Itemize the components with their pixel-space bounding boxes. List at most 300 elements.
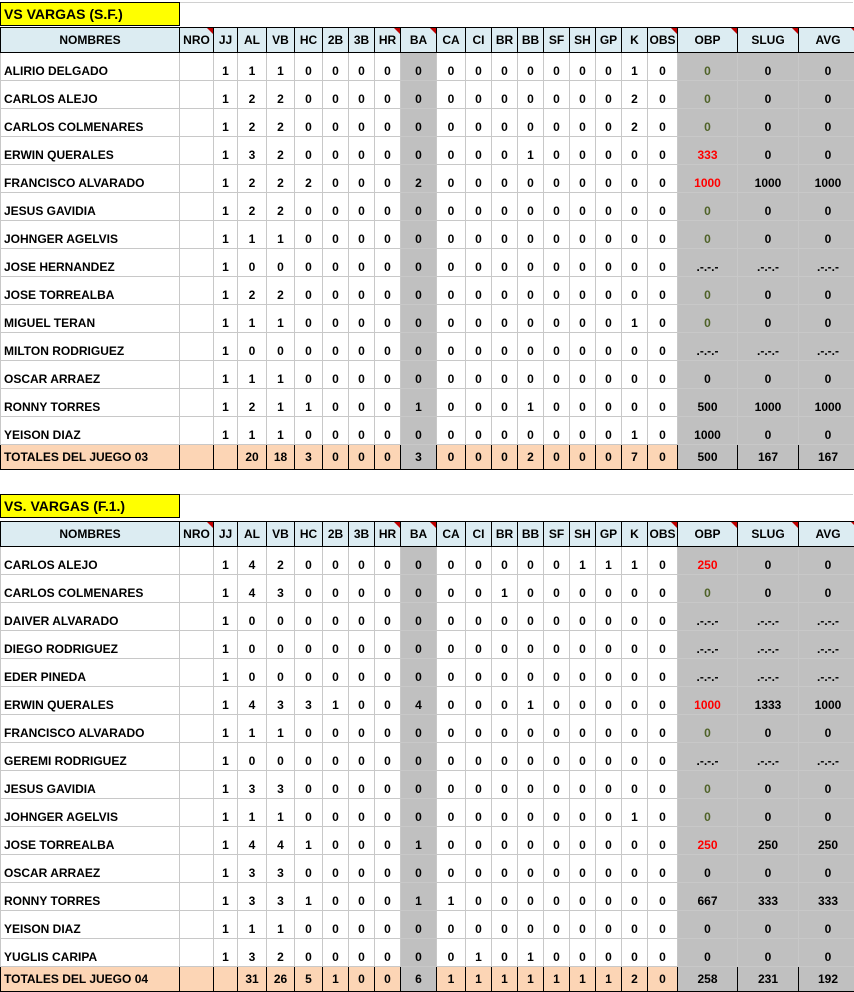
cell-obp: 667: [678, 883, 738, 911]
cell-bb: 0: [518, 743, 544, 771]
cell-2b: 0: [323, 911, 349, 939]
total-al: 31: [238, 967, 267, 992]
total-hc: 5: [295, 967, 323, 992]
cell-hc: 0: [295, 109, 323, 137]
cell-obp: 0: [678, 361, 738, 389]
cell-jj: 1: [214, 81, 238, 109]
cell-sh: 0: [570, 855, 596, 883]
cell-slug: 0: [738, 855, 799, 883]
cell-br: 0: [492, 417, 518, 445]
header-name: NOMBRES: [1, 28, 180, 53]
cell-sf: 0: [544, 53, 570, 81]
cell-3b: 0: [349, 659, 375, 687]
cell-ba: 0: [401, 249, 437, 277]
cell-obs: 0: [648, 799, 678, 827]
header-3b: 3B: [349, 522, 375, 547]
cell-obs: 0: [648, 305, 678, 333]
cell-2b: 0: [323, 193, 349, 221]
cell-ba: 0: [401, 743, 437, 771]
cell-br: 0: [492, 883, 518, 911]
totals-label: TOTALES DEL JUEGO 04: [1, 967, 180, 992]
cell-avg: 0: [799, 193, 854, 221]
cell-obs: 0: [648, 771, 678, 799]
table-row: [1, 603, 854, 631]
header-slug: SLUG: [738, 522, 799, 547]
cell-sh: 0: [570, 53, 596, 81]
cell-avg: 0: [799, 277, 854, 305]
cell-jj: 1: [214, 799, 238, 827]
cell-2b: 0: [323, 249, 349, 277]
cell-ba: 0: [401, 53, 437, 81]
cell-obp: 0: [678, 221, 738, 249]
cell-jj: 1: [214, 109, 238, 137]
cell-k: 0: [622, 603, 648, 631]
cell-br: 0: [492, 659, 518, 687]
cell-jj: 1: [214, 855, 238, 883]
cell-vb: 2: [267, 193, 295, 221]
cell-3b: 0: [349, 277, 375, 305]
player-name: JOSE TORREALBA: [1, 277, 180, 305]
cell-k: 0: [622, 911, 648, 939]
cell-al: 2: [238, 109, 267, 137]
cell-hc: 0: [295, 221, 323, 249]
table-row: [1, 389, 854, 417]
cell-gp: 0: [596, 361, 622, 389]
table-row: [1, 361, 854, 389]
cell-jj: 1: [214, 249, 238, 277]
cell-sh: 0: [570, 827, 596, 855]
cell-k: 0: [622, 333, 648, 361]
cell-vb: 2: [267, 939, 295, 967]
cell-jj: 1: [214, 389, 238, 417]
cell-br: 0: [492, 221, 518, 249]
cell-ci: 0: [466, 305, 492, 333]
cell-obp: 0: [678, 939, 738, 967]
header-vb: VB: [267, 522, 295, 547]
stats-table-sf: [0, 27, 854, 470]
cell-ca: 0: [437, 305, 466, 333]
cell-obs: 0: [648, 911, 678, 939]
total-sh: 0: [570, 445, 596, 470]
cell-bb: 0: [518, 603, 544, 631]
cell-3b: 0: [349, 771, 375, 799]
cell-hr: 0: [375, 53, 401, 81]
cell-vb: 2: [267, 81, 295, 109]
cell-sf: 0: [544, 939, 570, 967]
cell-al: 1: [238, 305, 267, 333]
cell-obp: 0: [678, 575, 738, 603]
cell-gp: 0: [596, 715, 622, 743]
cell-avg: 0: [799, 109, 854, 137]
cell-ba: 2: [401, 165, 437, 193]
cell-obp: .-.-.-: [678, 603, 738, 631]
table-row: [1, 193, 854, 221]
cell-3b: 0: [349, 109, 375, 137]
cell-vb: 4: [267, 827, 295, 855]
cell-obp: 0: [678, 277, 738, 305]
cell-ba: 1: [401, 827, 437, 855]
header-ca: CA: [437, 522, 466, 547]
cell-sh: 0: [570, 193, 596, 221]
cell-sh: 0: [570, 715, 596, 743]
cell-hc: 1: [295, 389, 323, 417]
cell-al: 3: [238, 939, 267, 967]
player-name: FRANCISCO ALVARADO: [1, 165, 180, 193]
cell-nro: [180, 939, 214, 967]
cell-2b: 0: [323, 799, 349, 827]
cell-ba: 0: [401, 799, 437, 827]
cell-sf: 0: [544, 659, 570, 687]
totals-row: [1, 445, 854, 470]
cell-jj: 1: [214, 417, 238, 445]
cell-hc: 0: [295, 305, 323, 333]
cell-bb: 0: [518, 165, 544, 193]
cell-hc: 0: [295, 249, 323, 277]
player-name: ALIRIO DELGADO: [1, 53, 180, 81]
cell-hc: 0: [295, 603, 323, 631]
cell-sh: 0: [570, 165, 596, 193]
cell-slug: 0: [738, 305, 799, 333]
cell-hc: 0: [295, 799, 323, 827]
cell-k: 0: [622, 165, 648, 193]
cell-slug: 0: [738, 417, 799, 445]
cell-sf: 0: [544, 109, 570, 137]
cell-al: 0: [238, 631, 267, 659]
cell-nro: [180, 771, 214, 799]
cell-al: 0: [238, 333, 267, 361]
cell-ci: 0: [466, 743, 492, 771]
cell-ba: 0: [401, 603, 437, 631]
cell-br: 0: [492, 603, 518, 631]
cell-3b: 0: [349, 799, 375, 827]
cell-gp: 0: [596, 277, 622, 305]
cell-jj: 1: [214, 603, 238, 631]
cell-nro: [180, 659, 214, 687]
cell-3b: 0: [349, 855, 375, 883]
header-ci: CI: [466, 28, 492, 53]
cell-slug: .-.-.-: [738, 743, 799, 771]
cell-sh: 0: [570, 221, 596, 249]
cell-k: 0: [622, 687, 648, 715]
cell-br: 0: [492, 389, 518, 417]
cell-ci: 0: [466, 575, 492, 603]
table-row: [1, 799, 854, 827]
cell-br: 0: [492, 939, 518, 967]
total-bb: 2: [518, 445, 544, 470]
cell-gp: 0: [596, 53, 622, 81]
player-name: JOHNGER AGELVIS: [1, 799, 180, 827]
cell-slug: 0: [738, 53, 799, 81]
cell-2b: 0: [323, 603, 349, 631]
cell-nro: [180, 883, 214, 911]
cell-ba: 0: [401, 417, 437, 445]
cell-ca: 0: [437, 715, 466, 743]
header-br: BR: [492, 522, 518, 547]
cell-3b: 0: [349, 193, 375, 221]
cell-3b: 0: [349, 827, 375, 855]
cell-hc: 0: [295, 417, 323, 445]
cell-avg: 0: [799, 575, 854, 603]
cell-hr: 0: [375, 799, 401, 827]
cell-br: 0: [492, 165, 518, 193]
cell-ci: 0: [466, 221, 492, 249]
cell-sh: 0: [570, 799, 596, 827]
cell-avg: 0: [799, 799, 854, 827]
cell-br: 0: [492, 109, 518, 137]
cell-nro: [180, 137, 214, 165]
cell-vb: 2: [267, 165, 295, 193]
header-hc: HC: [295, 28, 323, 53]
table-row: [1, 81, 854, 109]
cell-hr: 0: [375, 81, 401, 109]
cell-gp: 0: [596, 659, 622, 687]
cell-vb: 1: [267, 417, 295, 445]
cell-ci: 0: [466, 109, 492, 137]
cell-2b: 0: [323, 221, 349, 249]
cell-sf: 0: [544, 603, 570, 631]
cell-nro: [180, 389, 214, 417]
cell-3b: 0: [349, 939, 375, 967]
cell-k: 0: [622, 827, 648, 855]
cell-nro: [180, 249, 214, 277]
cell-gp: 0: [596, 743, 622, 771]
cell-slug: 1333: [738, 687, 799, 715]
cell-jj: 1: [214, 193, 238, 221]
cell-obs: 0: [648, 221, 678, 249]
cell-br: 0: [492, 799, 518, 827]
cell-2b: 0: [323, 81, 349, 109]
cell-obp: 0: [678, 799, 738, 827]
header-obs: OBS: [648, 522, 678, 547]
cell-2b: 0: [323, 109, 349, 137]
cell-nro: [180, 333, 214, 361]
table-row: [1, 165, 854, 193]
cell-br: 0: [492, 715, 518, 743]
cell-slug: 0: [738, 715, 799, 743]
cell-ba: 0: [401, 659, 437, 687]
cell-obp: 250: [678, 547, 738, 575]
cell-ca: 0: [437, 771, 466, 799]
player-name: JOSE TORREALBA: [1, 827, 180, 855]
cell-vb: 0: [267, 631, 295, 659]
total-3b: 0: [349, 445, 375, 470]
cell-avg: 0: [799, 361, 854, 389]
cell-vb: 3: [267, 855, 295, 883]
cell-ba: 0: [401, 631, 437, 659]
cell-al: 3: [238, 771, 267, 799]
player-name: JOSE HERNANDEZ: [1, 249, 180, 277]
cell-jj: 1: [214, 165, 238, 193]
header-obp: OBP: [678, 28, 738, 53]
cell-avg: .-.-.-: [799, 631, 854, 659]
cell-sf: 0: [544, 715, 570, 743]
cell-avg: 0: [799, 305, 854, 333]
cell-hr: 0: [375, 771, 401, 799]
table-row: [1, 883, 854, 911]
total-ca: 0: [437, 445, 466, 470]
cell-slug: 250: [738, 827, 799, 855]
header-sh: SH: [570, 522, 596, 547]
cell-gp: 0: [596, 81, 622, 109]
table-row: [1, 575, 854, 603]
cell-ca: 0: [437, 81, 466, 109]
cell-slug: 0: [738, 361, 799, 389]
total-bb: 1: [518, 967, 544, 992]
cell-sf: 0: [544, 389, 570, 417]
cell-al: 3: [238, 883, 267, 911]
cell-bb: 0: [518, 249, 544, 277]
cell-3b: 0: [349, 361, 375, 389]
cell-slug: 0: [738, 911, 799, 939]
cell-slug: 1000: [738, 165, 799, 193]
cell-ca: 0: [437, 827, 466, 855]
header-jj: JJ: [214, 28, 238, 53]
total-ci: 1: [466, 967, 492, 992]
cell-k: 0: [622, 277, 648, 305]
cell-ba: 0: [401, 109, 437, 137]
cell-3b: 0: [349, 137, 375, 165]
cell-ca: 0: [437, 389, 466, 417]
cell-sh: 0: [570, 417, 596, 445]
cell-al: 1: [238, 417, 267, 445]
cell-obs: 0: [648, 855, 678, 883]
cell-nro: [180, 911, 214, 939]
cell-nro: [180, 109, 214, 137]
cell-hr: 0: [375, 883, 401, 911]
cell-hr: 0: [375, 389, 401, 417]
cell-gp: 0: [596, 687, 622, 715]
cell-obs: 0: [648, 389, 678, 417]
cell-obs: 0: [648, 277, 678, 305]
cell-ci: 0: [466, 799, 492, 827]
cell-3b: 0: [349, 417, 375, 445]
cell-vb: 0: [267, 659, 295, 687]
cell-obs: 0: [648, 137, 678, 165]
cell-2b: 0: [323, 547, 349, 575]
cell-2b: 0: [323, 771, 349, 799]
cell-obp: .-.-.-: [678, 659, 738, 687]
cell-2b: 0: [323, 575, 349, 603]
cell-slug: 0: [738, 109, 799, 137]
total-nro: [180, 967, 214, 992]
cell-2b: 0: [323, 305, 349, 333]
cell-sh: 0: [570, 361, 596, 389]
cell-bb: 0: [518, 109, 544, 137]
cell-obs: 0: [648, 575, 678, 603]
cell-br: 0: [492, 193, 518, 221]
cell-vb: 0: [267, 603, 295, 631]
cell-sf: 0: [544, 883, 570, 911]
cell-k: 0: [622, 193, 648, 221]
cell-ba: 0: [401, 855, 437, 883]
cell-hr: 0: [375, 417, 401, 445]
cell-3b: 0: [349, 575, 375, 603]
header-k: K: [622, 28, 648, 53]
cell-ca: 0: [437, 109, 466, 137]
cell-2b: 0: [323, 715, 349, 743]
cell-k: 1: [622, 799, 648, 827]
cell-br: 0: [492, 547, 518, 575]
total-ci: 0: [466, 445, 492, 470]
cell-sh: 0: [570, 771, 596, 799]
cell-slug: .-.-.-: [738, 631, 799, 659]
total-obs: 0: [648, 445, 678, 470]
cell-nro: [180, 165, 214, 193]
cell-slug: 0: [738, 575, 799, 603]
total-sh: 1: [570, 967, 596, 992]
header-sf: SF: [544, 28, 570, 53]
table-row: [1, 277, 854, 305]
cell-sh: 0: [570, 277, 596, 305]
cell-avg: 0: [799, 417, 854, 445]
total-avg: 192: [799, 967, 854, 992]
cell-hr: 0: [375, 659, 401, 687]
table-row: [1, 855, 854, 883]
cell-vb: 1: [267, 389, 295, 417]
cell-bb: 1: [518, 687, 544, 715]
cell-hc: 0: [295, 743, 323, 771]
cell-br: 0: [492, 631, 518, 659]
cell-3b: 0: [349, 165, 375, 193]
cell-hr: 0: [375, 249, 401, 277]
cell-ca: 0: [437, 417, 466, 445]
player-name: CARLOS COLMENARES: [1, 575, 180, 603]
cell-3b: 0: [349, 221, 375, 249]
cell-br: 0: [492, 137, 518, 165]
cell-bb: 0: [518, 715, 544, 743]
cell-k: 0: [622, 883, 648, 911]
cell-obp: .-.-.-: [678, 249, 738, 277]
cell-obs: 0: [648, 659, 678, 687]
cell-obs: 0: [648, 361, 678, 389]
header-hr: HR: [375, 28, 401, 53]
player-name: RONNY TORRES: [1, 389, 180, 417]
player-name: JOHNGER AGELVIS: [1, 221, 180, 249]
header-3b: 3B: [349, 28, 375, 53]
cell-gp: 0: [596, 855, 622, 883]
cell-al: 0: [238, 249, 267, 277]
cell-ci: 0: [466, 603, 492, 631]
cell-hc: 0: [295, 137, 323, 165]
player-name: MILTON RODRIGUEZ: [1, 333, 180, 361]
cell-sh: 0: [570, 575, 596, 603]
total-k: 7: [622, 445, 648, 470]
cell-vb: 2: [267, 547, 295, 575]
cell-k: 0: [622, 361, 648, 389]
cell-sh: 0: [570, 631, 596, 659]
cell-ci: 0: [466, 659, 492, 687]
cell-al: 1: [238, 221, 267, 249]
cell-3b: 0: [349, 715, 375, 743]
cell-ca: 0: [437, 137, 466, 165]
header-bb: BB: [518, 522, 544, 547]
cell-ci: 0: [466, 137, 492, 165]
cell-2b: 0: [323, 137, 349, 165]
cell-hc: 0: [295, 81, 323, 109]
cell-nro: [180, 277, 214, 305]
cell-jj: 1: [214, 911, 238, 939]
total-hr: 0: [375, 967, 401, 992]
header-row: [1, 522, 854, 547]
cell-obs: 0: [648, 883, 678, 911]
cell-nro: [180, 53, 214, 81]
cell-nro: [180, 715, 214, 743]
cell-k: 0: [622, 715, 648, 743]
cell-hr: 0: [375, 687, 401, 715]
cell-ci: 0: [466, 333, 492, 361]
cell-obs: 0: [648, 417, 678, 445]
cell-ci: 0: [466, 193, 492, 221]
